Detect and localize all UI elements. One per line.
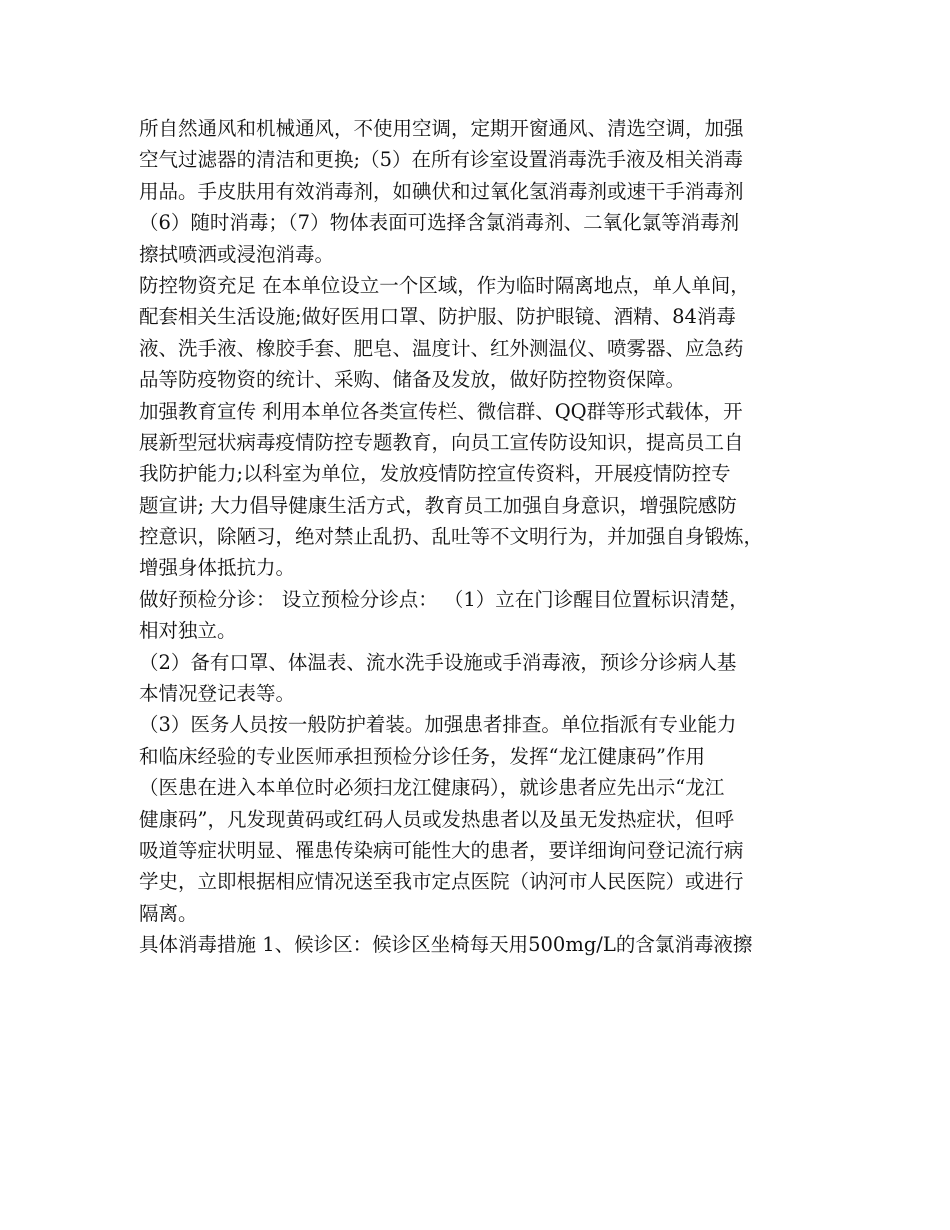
- text-line: 我防护能力;以科室为单位，发放疫情防控宣传资料，开展疫情防控专: [139, 462, 731, 486]
- text-line: 相对独立。: [139, 619, 237, 643]
- text-line: 控意识，除陋习，绝对禁止乱扔、乱吐等不文明行为，并加强自身锻炼，: [139, 525, 764, 549]
- text-line: 用品。手皮肤用有效消毒剂，如碘伏和过氧化氢消毒剂或速干手消毒剂: [139, 179, 744, 203]
- text-line: 吸道等症状明显、罹患传染病可能性大的患者，要详细询问登记流行病: [139, 838, 744, 862]
- text-line: （医患在进入本单位时必须扫龙江健康码），就诊患者应先出示“龙江: [139, 776, 725, 800]
- text-line: 增强身体抵抗力。: [139, 556, 296, 580]
- text-line: （6）随时消毒；（7）物体表面可选择含氯消毒剂、二氧化氯等消毒剂: [139, 211, 740, 235]
- text-line: 擦拭喷洒或浸泡消毒。: [139, 242, 335, 266]
- text-line: 本情况登记表等。: [139, 682, 296, 706]
- text-line: 防控物资充足 在本单位设立一个区域，作为临时隔离地点，单人单间，: [139, 273, 750, 297]
- text-line: 展新型冠状病毒疫情防控专题教育，向员工宣传防设知识，提高员工自: [139, 430, 744, 454]
- text-line: 和临床经验的专业医师承担预检分诊任务，发挥“龙江健康码”作用: [139, 744, 705, 768]
- text-line: 空气过滤器的清洁和更换;（5）在所有诊室设置消毒洗手液及相关消毒: [139, 148, 743, 172]
- document-body: [139, 113, 829, 961]
- text-line: 题宣讲; 大力倡导健康生活方式，教育员工加强自身意识，增强院感防: [139, 493, 737, 517]
- text-line: 品等防疫物资的统计、采购、储备及发放，做好防控物资保障。: [139, 368, 686, 392]
- text-line: 配套相关生活设施;做好医用口罩、防护服、防护眼镜、酒精、84消毒: [139, 305, 736, 329]
- text-line: 健康码”，凡发现黄码或红码人员或发热患者以及虽无发热症状，但呼: [139, 807, 734, 831]
- text-line: 学史，立即根据相应情况送至我市定点医院（讷河市人民医院）或进行: [139, 870, 744, 894]
- text-line: 液、洗手液、橡胶手套、肥皂、温度计、红外测温仪、喷雾器、应急药: [139, 336, 744, 360]
- text-line: 具体消毒措施 1、候诊区：候诊区坐椅每天用500mg/L的含氯消毒液擦: [139, 933, 753, 957]
- text-line: 隔离。: [139, 901, 198, 925]
- text-line: （3）医务人员按一般防护着装。加强患者排查。单位指派有专业能力: [139, 713, 737, 737]
- text-line: （2）备有口罩、体温表、流水洗手设施或手消毒液，预诊分诊病人基: [139, 650, 737, 674]
- text-line: 加强教育宣传 利用本单位各类宣传栏、微信群、QQ群等形式载体，开: [139, 399, 743, 423]
- text-line: 所自然通风和机械通风，不使用空调，定期开窗通风、清选空调，加强: [139, 117, 744, 140]
- text-line: 做好预检分诊： 设立预检分诊点： （1）立在门诊醒目位置标识清楚，: [139, 587, 749, 611]
